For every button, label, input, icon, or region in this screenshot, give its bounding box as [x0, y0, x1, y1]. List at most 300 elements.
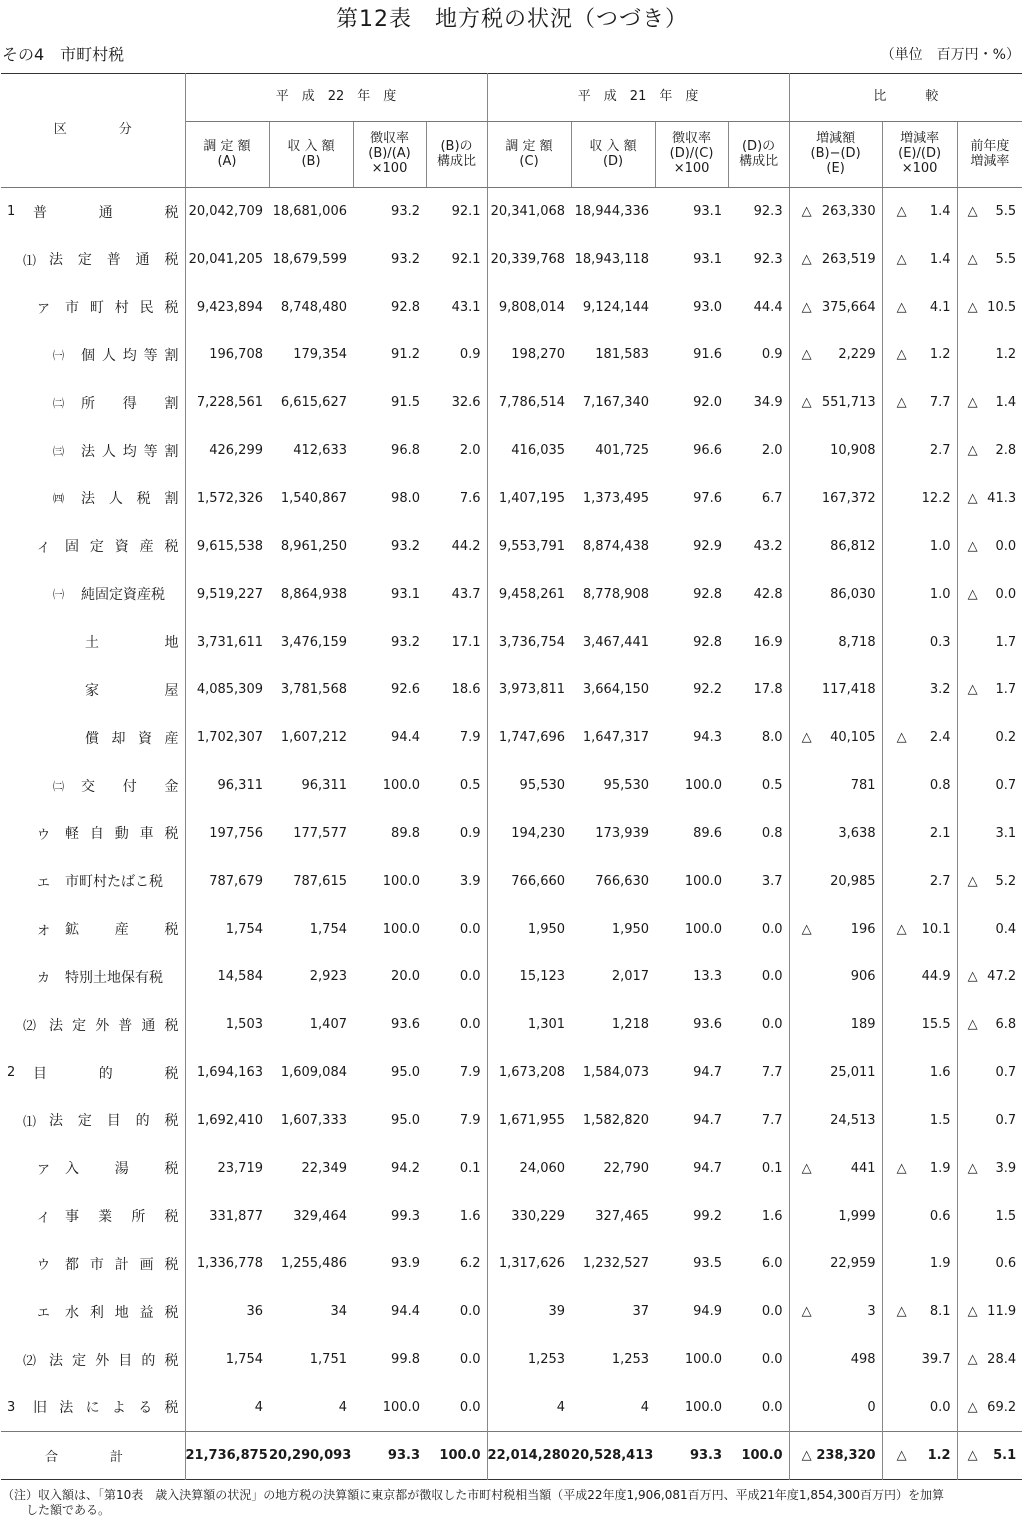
- prev-rate-value: 41.3: [987, 490, 1017, 506]
- fy22-rate: 93.2: [391, 251, 420, 267]
- prev-rate: [957, 331, 1022, 379]
- fy21-rate: 93.5: [693, 1256, 723, 1272]
- change-rate-value: 1.4: [929, 251, 951, 267]
- fy21-chotei: 9,808,014: [498, 299, 566, 315]
- col-header-line: (D)/(C): [669, 146, 714, 162]
- fy22-rate: 93.3: [353, 1431, 426, 1479]
- fy22-share: 3.9: [426, 857, 487, 905]
- prev-rate: [957, 1192, 1022, 1240]
- col-header-line: (B)の: [440, 138, 473, 154]
- col-header-line: 増減率: [900, 131, 940, 147]
- prev-rate: [957, 1049, 1022, 1097]
- fy21-shunyu: 9,124,144: [582, 299, 650, 315]
- change-amount: [789, 857, 882, 905]
- change-amount-value: 441: [850, 1160, 876, 1176]
- col-header-line: (B)−(D): [810, 146, 861, 162]
- fy22-rate: 99.8: [391, 1352, 420, 1368]
- prev-rate-value: 10.5: [987, 299, 1017, 315]
- table-row: [1, 283, 1022, 331]
- negative-mark: △: [967, 395, 978, 411]
- fy21-rate: 100.0: [684, 778, 723, 794]
- negative-mark: △: [967, 204, 978, 220]
- fy22-rate: 92.6: [391, 682, 420, 698]
- fy21-rate: 92.8: [693, 634, 723, 650]
- fy22-chotei: 4: [254, 1399, 263, 1415]
- row-label: [1, 379, 185, 427]
- table-row: [1, 1049, 1022, 1097]
- fy22-share: 43.1: [426, 283, 487, 331]
- prev-rate-value: 47.2: [987, 969, 1017, 985]
- change-amount: [789, 762, 882, 810]
- change-rate: [882, 1288, 957, 1336]
- row-label: [1, 1288, 185, 1336]
- row-prefix: ㈣: [53, 492, 64, 506]
- prev-rate: [957, 379, 1022, 427]
- fy22-share: 0.0: [426, 905, 487, 953]
- change-rate: [882, 666, 957, 714]
- fy22-chotei: 9,423,894: [196, 299, 263, 315]
- change-rate-value: 4.1: [929, 299, 951, 315]
- change-rate: [882, 809, 957, 857]
- negative-mark: △: [967, 1017, 978, 1033]
- fy22-chotei: 14,584: [217, 969, 263, 985]
- prev-rate: [957, 666, 1022, 714]
- fy22-rate: 98.0: [391, 490, 420, 506]
- row-prefix: 3: [7, 1399, 16, 1415]
- row-prefix: ⑵: [23, 1019, 37, 1035]
- change-rate: [882, 857, 957, 905]
- fy21-share: 7.7: [728, 1097, 789, 1145]
- change-rate: [882, 953, 957, 1001]
- fy21-chotei: 1,253: [527, 1352, 566, 1368]
- row-label-text: 目的税: [33, 1065, 179, 1082]
- row-label: [1, 857, 185, 905]
- row-prefix: ㈠: [53, 348, 64, 362]
- col-header-6: [571, 122, 655, 188]
- change-rate-value: 1.9: [929, 1160, 951, 1176]
- negative-mark: △: [801, 921, 812, 937]
- fy22-shunyu: 2,923: [309, 969, 347, 985]
- change-rate: [882, 1240, 957, 1288]
- fy22-chotei: 1,503: [225, 1017, 263, 1033]
- fy22-shunyu: 34: [330, 1304, 347, 1320]
- change-amount-value: 551,713: [821, 395, 876, 411]
- change-rate: [882, 618, 957, 666]
- change-amount-value: 10,908: [830, 443, 876, 459]
- prev-rate: [957, 714, 1022, 762]
- fy21-chotei: 39: [548, 1304, 566, 1320]
- fy22-shunyu: 1,754: [309, 921, 347, 937]
- fy22-shunyu: 3,781,568: [280, 682, 347, 698]
- change-amount: [789, 1144, 882, 1192]
- fy22-share: 17.1: [426, 618, 487, 666]
- row-label-text: 家屋: [85, 682, 179, 699]
- negative-mark: △: [967, 1447, 978, 1463]
- row-label-text: 入湯税: [65, 1161, 179, 1178]
- prev-rate-value: 6.8: [995, 1017, 1017, 1033]
- change-amount: [789, 475, 882, 523]
- fy21-rate: 92.2: [693, 682, 723, 698]
- change-amount: [789, 1240, 882, 1288]
- fy21-shunyu: 181,583: [595, 347, 650, 363]
- prev-rate: [957, 235, 1022, 283]
- prev-rate-value: 3.9: [995, 1160, 1017, 1176]
- row-label-text: 市町村たばこ税: [65, 874, 163, 891]
- fy21-rate: 94.7: [693, 1160, 723, 1176]
- change-amount: [789, 1097, 882, 1145]
- fy22-chotei: 9,615,538: [196, 538, 263, 554]
- negative-mark: △: [801, 1304, 812, 1320]
- negative-mark: △: [967, 682, 978, 698]
- fy21-rate: 13.3: [693, 969, 723, 985]
- prev-rate: [957, 809, 1022, 857]
- fy21-rate: 100.0: [684, 1399, 723, 1415]
- table-row: [1, 1192, 1022, 1240]
- row-prefix: ア: [37, 301, 51, 317]
- prev-rate-value: 1.7: [995, 634, 1017, 650]
- prev-rate: [957, 953, 1022, 1001]
- fy22-shunyu: 8,864,938: [280, 586, 347, 602]
- change-amount: [789, 235, 882, 283]
- fy21-shunyu: 8,874,438: [582, 538, 650, 554]
- prev-rate-value: 0.7: [995, 778, 1017, 794]
- change-amount: [789, 1336, 882, 1384]
- col-header-line: 収 入 額: [589, 138, 637, 154]
- change-amount-value: 22,959: [830, 1256, 876, 1272]
- row-prefix: イ: [37, 1210, 51, 1226]
- change-amount: [789, 1288, 882, 1336]
- col-header-line: (D)の: [741, 138, 776, 154]
- negative-mark: △: [967, 299, 978, 315]
- row-prefix: ウ: [37, 827, 51, 843]
- prev-rate-value: 1.4: [995, 395, 1017, 411]
- fy21-rate: 93.1: [693, 251, 723, 267]
- col-header-line: 調 定 額: [203, 138, 251, 154]
- table-row: [1, 809, 1022, 857]
- prev-rate-value: 0.0: [995, 586, 1017, 602]
- row-label-text: 特別土地保有税: [65, 969, 163, 986]
- negative-mark: △: [967, 1160, 978, 1176]
- fy22-shunyu: 787,615: [293, 873, 347, 889]
- change-amount-value: 20,985: [830, 873, 876, 889]
- fy21-shunyu: 8,778,908: [582, 586, 650, 602]
- negative-mark: △: [967, 251, 978, 267]
- negative-mark: △: [896, 251, 907, 267]
- table-row: [1, 762, 1022, 810]
- fy22-share: 7.9: [426, 1049, 487, 1097]
- fy21-rate: 93.6: [693, 1017, 723, 1033]
- fy22-rate: 93.6: [391, 1017, 420, 1033]
- fy21-rate: 92.0: [693, 395, 723, 411]
- fy22-share: 43.7: [426, 570, 487, 618]
- fy22-share: 32.6: [426, 379, 487, 427]
- change-rate: [882, 762, 957, 810]
- change-amount-value: 86,030: [830, 586, 876, 602]
- fy21-share: 17.8: [728, 666, 789, 714]
- fy22-shunyu: 8,748,480: [280, 299, 347, 315]
- fy21-shunyu: 1,373,495: [582, 490, 650, 506]
- row-prefix: ㈢: [53, 444, 64, 458]
- fy22-chotei: 1,754: [225, 1352, 263, 1368]
- fy21-rate: 94.7: [693, 1112, 723, 1128]
- fy21-rate: 94.3: [693, 730, 723, 746]
- fy22-rate: 91.2: [391, 347, 420, 363]
- change-rate: [882, 522, 957, 570]
- col-header-line: 構成比: [437, 153, 477, 169]
- row-prefix: ㈠: [53, 588, 64, 602]
- change-amount: [789, 1049, 882, 1097]
- col-header-7: [655, 122, 728, 188]
- fy22-rate: 100.0: [382, 778, 420, 794]
- change-amount-value: 781: [850, 778, 876, 794]
- change-rate: [882, 1192, 957, 1240]
- fy21-share: 0.0: [728, 1001, 789, 1049]
- negative-mark: △: [967, 538, 978, 554]
- fy21-share: 44.4: [728, 283, 789, 331]
- change-rate-value: 1.6: [929, 1065, 951, 1081]
- negative-mark: △: [896, 730, 907, 746]
- negative-mark: △: [801, 1160, 812, 1176]
- col-header-8: [728, 122, 789, 188]
- row-label: [1, 283, 185, 331]
- total-row: [1, 1431, 1022, 1479]
- change-rate-value: 44.9: [921, 969, 951, 985]
- fy22-chotei: 20,041,205: [188, 251, 263, 267]
- fy21-chotei: 416,035: [511, 443, 566, 459]
- prev-rate-value: 5.5: [995, 251, 1017, 267]
- fy22-shunyu: 3,476,159: [280, 634, 347, 650]
- fy21-rate: 97.6: [693, 490, 723, 506]
- row-label: [1, 1336, 185, 1384]
- fy22-share: 0.5: [426, 762, 487, 810]
- change-amount-value: 24,513: [830, 1112, 876, 1128]
- fy21-share: 2.0: [728, 427, 789, 475]
- row-label-text: 鉱産税: [65, 922, 179, 939]
- fy21-shunyu: 1,584,073: [582, 1065, 650, 1081]
- fy22-chotei: 331,877: [209, 1208, 263, 1224]
- fy22-share: 0.1: [426, 1144, 487, 1192]
- fy21-shunyu: 766,630: [595, 873, 650, 889]
- change-amount: [789, 666, 882, 714]
- negative-mark: △: [896, 1447, 907, 1463]
- header-fy21: 平 成 21 年 度: [487, 74, 789, 122]
- fy22-shunyu: 18,679,599: [272, 251, 347, 267]
- change-amount-value: 1,999: [838, 1208, 876, 1224]
- row-prefix: エ: [37, 875, 51, 891]
- fy22-share: 44.2: [426, 522, 487, 570]
- fy22-share: 0.0: [426, 1288, 487, 1336]
- fy21-chotei: 1,747,696: [498, 730, 566, 746]
- change-rate-value: 1.5: [929, 1112, 951, 1128]
- table-row: [1, 188, 1022, 236]
- row-label: [1, 188, 185, 236]
- col-header-line: 増減額: [816, 131, 856, 147]
- change-rate: [882, 1049, 957, 1097]
- col-header-line: (B): [301, 153, 321, 169]
- change-rate-value: 15.5: [921, 1017, 951, 1033]
- table-row: [1, 379, 1022, 427]
- row-label-text: 旧法による税: [33, 1400, 179, 1417]
- change-amount-value: 40,105: [830, 730, 876, 746]
- fy21-share: 42.8: [728, 570, 789, 618]
- fy21-chotei: 194,230: [511, 825, 566, 841]
- change-amount-value: 25,011: [830, 1065, 876, 1081]
- change-rate: [882, 188, 957, 236]
- fy21-shunyu: 3,664,150: [582, 682, 650, 698]
- fy22-shunyu: 18,681,006: [272, 204, 347, 220]
- change-amount-value: 167,372: [821, 490, 876, 506]
- fy22-chotei: 96,311: [217, 778, 263, 794]
- row-label: [1, 570, 185, 618]
- change-amount: [789, 905, 882, 953]
- fy22-share: 0.0: [426, 1336, 487, 1384]
- change-amount: [789, 1384, 882, 1432]
- row-label: [1, 235, 185, 283]
- change-amount-value: 196: [850, 921, 876, 937]
- fy21-rate: 93.0: [693, 299, 723, 315]
- row-prefix: ⑵: [23, 1354, 37, 1370]
- negative-mark: △: [967, 586, 978, 602]
- fy21-shunyu: 20,528,413: [571, 1431, 655, 1479]
- fy22-chotei: 21,736,875: [185, 1431, 269, 1479]
- row-label-text: 法定外普通税: [49, 1017, 179, 1034]
- fy21-shunyu: 1,232,527: [582, 1256, 650, 1272]
- change-rate: [882, 1384, 957, 1432]
- fy22-rate: 20.0: [391, 969, 420, 985]
- change-amount: [789, 331, 882, 379]
- fy21-share: 16.9: [728, 618, 789, 666]
- prev-rate: [957, 857, 1022, 905]
- fy22-shunyu: 1,607,333: [280, 1112, 347, 1128]
- fy22-shunyu: 1,609,084: [280, 1065, 347, 1081]
- col-header-10: [882, 122, 957, 188]
- row-prefix: 2: [7, 1065, 16, 1081]
- fy22-share: 7.9: [426, 1097, 487, 1145]
- fy21-chotei: 9,553,791: [498, 538, 566, 554]
- row-prefix: ㈡: [53, 779, 64, 793]
- change-amount: [789, 809, 882, 857]
- row-label-text: 純固定資産税: [81, 587, 165, 604]
- table-row: [1, 1240, 1022, 1288]
- change-rate-value: 1.9: [929, 1256, 951, 1272]
- fy21-share: 0.1: [728, 1144, 789, 1192]
- change-rate: [882, 283, 957, 331]
- fy22-chotei: 9,519,227: [196, 586, 263, 602]
- change-rate-value: 1.0: [929, 538, 951, 554]
- fy22-share: 92.1: [426, 188, 487, 236]
- row-prefix: ウ: [37, 1258, 51, 1274]
- negative-mark: △: [967, 969, 978, 985]
- fy21-shunyu: 1,218: [611, 1017, 650, 1033]
- negative-mark: △: [896, 395, 907, 411]
- fy21-shunyu: 1,647,317: [582, 730, 650, 746]
- fy21-chotei: 198,270: [511, 347, 566, 363]
- prev-rate-value: 1.7: [995, 682, 1017, 698]
- fy21-rate: 92.9: [693, 538, 723, 554]
- col-header-line: (B)/(A): [368, 146, 411, 162]
- col-header-line: (E)/(D): [898, 146, 942, 162]
- change-rate-value: 1.2: [929, 347, 951, 363]
- fy21-shunyu: 401,725: [595, 443, 650, 459]
- fy22-rate: 93.9: [391, 1256, 420, 1272]
- total-label: 合 計: [45, 1449, 124, 1465]
- col-header-line: (A): [217, 153, 237, 169]
- fy21-chotei: 95,530: [519, 778, 566, 794]
- unit-label: （単位 百万円・%）: [880, 47, 1020, 63]
- fy21-share: 3.7: [728, 857, 789, 905]
- prev-rate: [957, 1097, 1022, 1145]
- fy22-shunyu: 1,751: [309, 1352, 347, 1368]
- col-header-5: [487, 122, 571, 188]
- col-header-line: (D): [602, 153, 624, 169]
- fy21-rate: 93.3: [655, 1431, 728, 1479]
- change-amount: [789, 188, 882, 236]
- fy21-chotei: 1,671,955: [498, 1112, 566, 1128]
- fy21-shunyu: 18,943,118: [574, 251, 650, 267]
- change-amount-value: 0: [867, 1399, 876, 1415]
- fy21-share: 6.7: [728, 475, 789, 523]
- negative-mark: △: [801, 730, 812, 746]
- change-rate: [882, 379, 957, 427]
- change-rate-value: 0.0: [929, 1399, 951, 1415]
- fy21-share: 6.0: [728, 1240, 789, 1288]
- row-label-text: 固定資産税: [65, 539, 179, 556]
- fy21-share: 0.5: [728, 762, 789, 810]
- prev-rate-value: 1.5: [995, 1208, 1017, 1224]
- prev-rate: [957, 618, 1022, 666]
- table-row: [1, 1097, 1022, 1145]
- change-rate-value: 7.7: [929, 395, 951, 411]
- fy22-shunyu: 177,577: [293, 825, 347, 841]
- fy22-rate: 91.5: [391, 395, 420, 411]
- prev-rate: [957, 1001, 1022, 1049]
- prev-rate-value: 28.4: [987, 1352, 1017, 1368]
- change-amount-value: 375,664: [821, 299, 876, 315]
- negative-mark: △: [967, 1399, 978, 1415]
- fy22-chotei: 1,692,410: [196, 1112, 263, 1128]
- negative-mark: △: [801, 204, 812, 220]
- change-rate-value: 1.4: [929, 204, 951, 220]
- change-rate-value: 12.2: [921, 490, 951, 506]
- prev-rate: [957, 475, 1022, 523]
- change-rate-value: 10.1: [921, 921, 951, 937]
- row-label: [1, 1384, 185, 1432]
- prev-rate: [957, 905, 1022, 953]
- fy21-rate: 94.9: [693, 1304, 723, 1320]
- change-amount-value: 86,812: [830, 538, 876, 554]
- col-header-line: (C): [519, 153, 539, 169]
- fy22-rate: 100.0: [382, 921, 420, 937]
- negative-mark: △: [896, 299, 907, 315]
- row-label: [1, 762, 185, 810]
- change-amount-value: 263,519: [821, 251, 876, 267]
- col-header-4: [426, 122, 487, 188]
- row-label-text: 交付金: [81, 778, 179, 795]
- fy21-chotei: 1,407,195: [498, 490, 566, 506]
- fy22-chotei: 197,756: [209, 825, 263, 841]
- col-header-3: [353, 122, 426, 188]
- fy21-rate: 91.6: [693, 347, 723, 363]
- fy21-share: 34.9: [728, 379, 789, 427]
- footnote: [2, 1488, 1020, 1518]
- change-amount-value: 498: [850, 1352, 876, 1368]
- row-prefix: ⑴: [23, 253, 37, 269]
- row-label-text: 償却資産: [85, 730, 179, 747]
- row-label: [1, 953, 185, 1001]
- prev-rate: [957, 1384, 1022, 1432]
- fy21-shunyu: 95,530: [603, 778, 650, 794]
- fy21-shunyu: 4: [640, 1399, 650, 1415]
